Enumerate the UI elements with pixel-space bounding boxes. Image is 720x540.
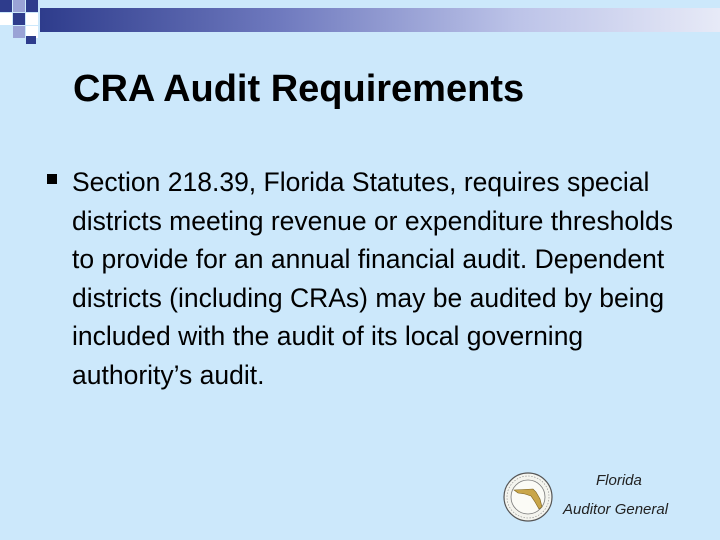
bullet-text: Section 218.39, Florida Statutes, requires special districts meeting revenue or expenditure thresholds to provide for an annual financial audit. Dependent districts (including CRAs) may be audited by being included with the audit of its local governing authority’s audit.	[72, 167, 673, 390]
slide-title: CRA Audit Requirements	[73, 68, 525, 110]
org-name-line2: Auditor General	[563, 501, 669, 518]
org-name-line1: Florida	[596, 472, 642, 489]
decor-square	[0, 0, 12, 12]
decor-square	[13, 0, 25, 12]
decor-square	[13, 26, 25, 38]
decor-square	[26, 0, 38, 12]
square-bullet-icon	[47, 174, 57, 184]
header-gradient-bar	[40, 8, 720, 32]
florida-seal-icon	[503, 472, 553, 522]
decor-square	[13, 13, 25, 25]
decor-square	[26, 13, 38, 25]
decor-square	[0, 13, 12, 25]
decor-square	[26, 36, 36, 44]
